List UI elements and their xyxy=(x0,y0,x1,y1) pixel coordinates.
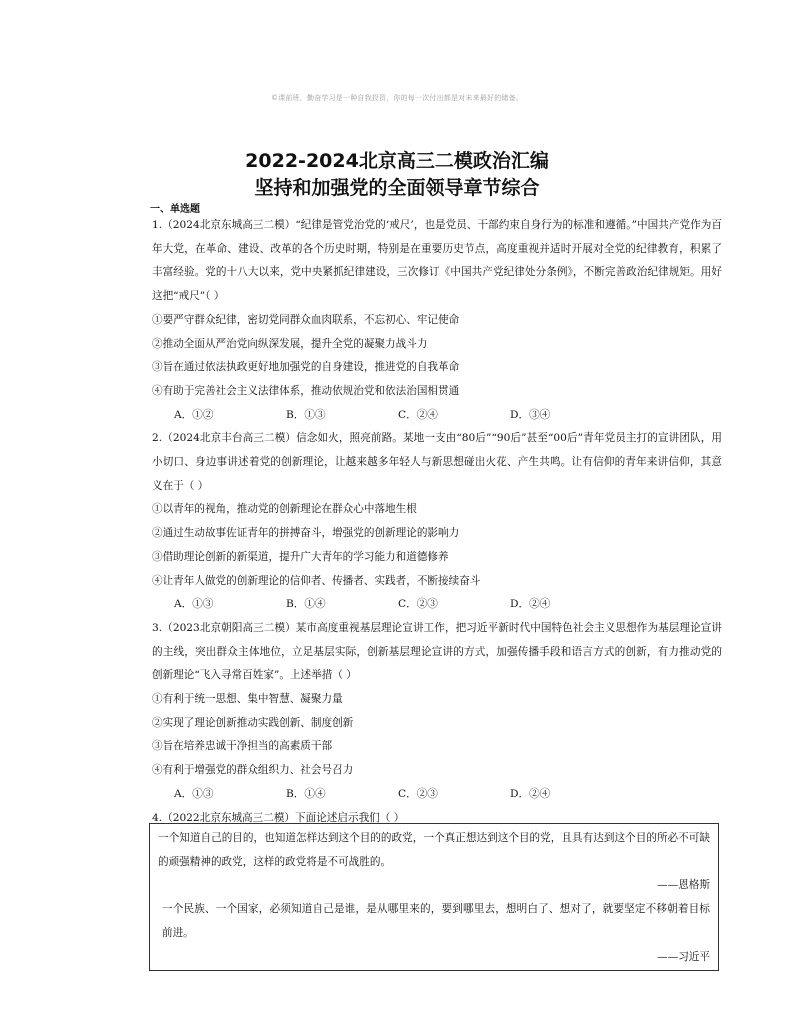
section-heading: 一、单选题 xyxy=(150,204,200,215)
header-note: ©课前班，勤奋学习是一种自我投资，你的每一次付出都是对未来最好的储备。 xyxy=(271,94,523,102)
question-item: ③旨在通过依法执政更好地加强党的自身建设，推进党的自我革命 xyxy=(152,361,460,374)
question-stem: 3.（2023北京朝阳高三二模）某市高度重视基层理论宣讲工作，把习近平新时代中国特色社会主义思想作为基层理论宣讲的主线，突出群众主体地位，立足基层实际，创新基层理论宣讲的方式，加强传播手段和语言方式的创新，有力推动党的创新理论“飞入寻常百姓家”。上述举措（ ） xyxy=(152,621,722,682)
question-item: ④有利于增强党的群众组织力、社会号召力 xyxy=(152,764,354,777)
question-item: ②实现了理论创新推动实践创新、制度创新 xyxy=(152,716,354,729)
answer-options xyxy=(152,783,722,807)
question-item: ①以青年的视角，推动党的创新理论在群众心中落地生根 xyxy=(152,503,417,516)
question-list xyxy=(152,214,722,830)
option-c[interactable]: C．②③ xyxy=(398,598,438,611)
question-item: ②推动全面从严治党向纵深发展，提升全党的凝聚力战斗力 xyxy=(152,337,428,350)
page-subtitle: 坚持和加强党的全面领导章节综合 xyxy=(254,177,540,199)
page-title: 2022-2024北京高三二模政治汇编 xyxy=(245,150,549,172)
option-b[interactable]: B．①③ xyxy=(286,408,326,421)
quote-text: 一个知道自己的目的，也知道怎样达到这个目的的政党，一个真正想达到这个目的党，且具有达到这个目的所必不可缺的顽强精神的政党，这样的政党将是不可战胜的。 xyxy=(158,832,710,868)
option-d[interactable]: D．②④ xyxy=(510,787,551,800)
option-d[interactable]: D．③④ xyxy=(510,408,551,421)
question-item: ②通过生动故事佐证青年的拼搏奋斗，增强党的创新理论的影响力 xyxy=(152,527,460,540)
answer-options xyxy=(152,593,722,617)
option-b[interactable]: B．①④ xyxy=(286,598,326,611)
question-item: ①有利于统一思想、集中智慧、凝聚力量 xyxy=(152,693,343,706)
question-item: ③借助理论创新的新渠道，提升广大青年的学习能力和道德修养 xyxy=(152,550,449,563)
answer-options xyxy=(152,404,722,428)
question-stem: 1.（2024北京东城高三二模）“纪律是管党治党的‘戒尺’，也是党员、干部约束自身行为的标准和遵循。”中国共产党作为百年大党，在革命、建设、改革的各个历史时期，特别是在重要历史节点，高度重视并适时开展对全党的纪律教育，积累了丰富经验。党的十八大以来，党中央紧抓纪律建设，三次修订《中国共产党纪律处分条例》，不断完善政治纪律规矩。用好这把“戒尺”（ ） xyxy=(152,219,722,303)
option-c[interactable]: C．②④ xyxy=(398,408,438,421)
question-stem: 2.（2024北京丰台高三二模）信念如火，照亮前路。某地一支由“80后”“90后”甚至“00后”青年党员主打的宣讲团队，用小切口、身边事讲述着党的创新理论，让越来越多年轻人与新思想碰出火花、产生共鸣。让有信仰的青年来讲信仰，其意义在于（ ） xyxy=(152,432,722,492)
option-a[interactable]: A．①③ xyxy=(174,598,214,611)
quote-author: ——恩格斯 xyxy=(657,879,710,892)
option-b[interactable]: B．①④ xyxy=(286,787,326,800)
question-item: ①要严守群众纪律，密切党同群众血肉联系，不忘初心、牢记使命 xyxy=(152,313,460,326)
question-item: ④有助于完善社会主义法律体系，推动依规治党和依法治国相贯通 xyxy=(152,384,460,397)
question-item: ③旨在培养忠诚干净担当的高素质干部 xyxy=(152,740,333,753)
quote-text: 一个民族、一个国家，必须知道自己是谁，是从哪里来的，要到哪里去，想明白了、想对了，就要坚定不移朝着目标前进。 xyxy=(162,903,710,939)
option-a[interactable]: A．①③ xyxy=(174,787,214,800)
quote-author: ——习近平 xyxy=(657,950,710,963)
quote-box xyxy=(149,823,719,971)
option-a[interactable]: A．①② xyxy=(174,408,214,421)
option-d[interactable]: D．②④ xyxy=(510,598,551,611)
question-item: ④让青年人做党的创新理论的信仰者、传播者、实践者，不断接续奋斗 xyxy=(152,574,481,587)
option-c[interactable]: C．②③ xyxy=(398,787,438,800)
question-stem: 4.（2022北京东城高三二模）下面论述启示我们（ ） xyxy=(152,811,405,824)
